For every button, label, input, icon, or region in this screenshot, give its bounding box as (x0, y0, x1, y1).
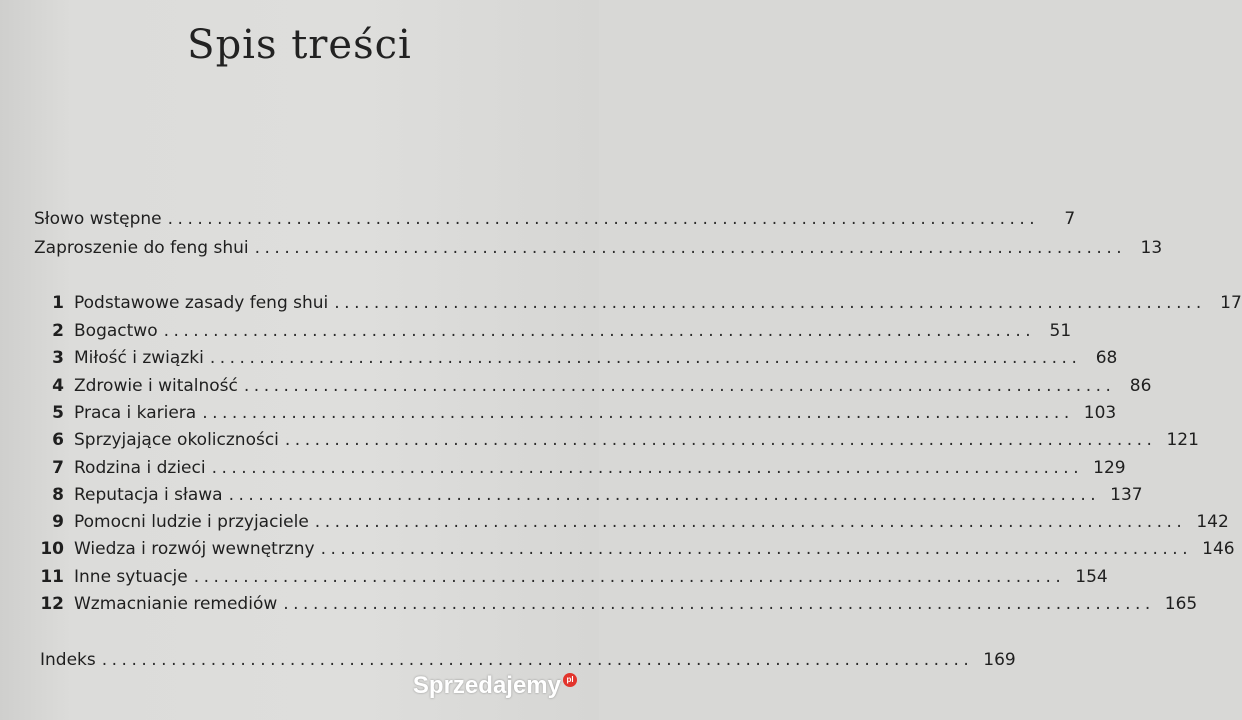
chapter-number: 9 (52, 512, 64, 532)
chapter-page: 154 (1075, 567, 1108, 587)
chapter-title: Bogactwo (74, 321, 158, 341)
chapter-number: 8 (52, 485, 64, 505)
chapter-page: 51 (1049, 321, 1072, 341)
toc-chapter (0, 481, 1143, 509)
dot-leader: ........................................................................................ (314, 512, 1187, 532)
dot-leader: ........................................................................................ (283, 594, 1155, 614)
watermark-dot-icon (563, 673, 577, 687)
chapter-page: 68 (1095, 348, 1118, 368)
dot-leader: ........................................................................................ (193, 567, 1066, 587)
chapter-title: Sprzyjające okoliczności (74, 430, 279, 450)
chapter-number: 10 (40, 539, 64, 559)
chapter-number: 7 (52, 458, 64, 478)
chapter-title: Praca i kariera (74, 403, 197, 423)
watermark-text: Sprzedajemy (412, 672, 561, 699)
toc-entry-label: Słowo wstępne (34, 209, 162, 229)
dot-leader: ........................................................................................ (163, 321, 1036, 341)
chapter-title: Wzmacnianie remediów (74, 594, 278, 614)
chapter-number: 2 (52, 321, 64, 341)
toc-entry-label: Indeks (40, 650, 96, 670)
dot-leader: ........................................................................................ (320, 539, 1193, 559)
toc-chapter (0, 590, 1198, 618)
dot-leader: ........................................................................................ (334, 293, 1206, 313)
toc-chapter (0, 563, 1108, 591)
chapter-title: Podstawowe zasady feng shui (74, 293, 329, 313)
dot-leader: ........................................................................................ (209, 348, 1082, 368)
chapter-number: 1 (52, 293, 64, 313)
toc-chapter (0, 454, 1126, 482)
chapter-page: 103 (1083, 403, 1117, 423)
dot-leader: ........................................................................................ (254, 238, 1127, 258)
chapter-page: 142 (1196, 512, 1229, 532)
toc-entry (0, 234, 1163, 262)
chapter-page: 121 (1166, 430, 1199, 450)
watermark-logo (413, 672, 577, 700)
chapter-title: Miłość i związki (74, 348, 204, 368)
chapter-number: 12 (40, 594, 64, 614)
toc-chapter (0, 535, 1235, 563)
chapter-page: 165 (1164, 594, 1198, 614)
chapter-title: Inne sytuacje (74, 567, 188, 587)
toc-chapter (0, 344, 1118, 372)
chapter-title: Rodzina i dzieci (74, 458, 206, 478)
chapter-page: 86 (1129, 376, 1152, 396)
toc-chapter (0, 399, 1117, 427)
toc-chapter (0, 289, 1242, 317)
toc-chapter (0, 508, 1229, 536)
chapter-page: 17 (1220, 293, 1242, 313)
chapter-page: 129 (1093, 458, 1126, 478)
chapter-title: Wiedza i rozwój wewnętrzny (74, 539, 315, 559)
dot-leader: ........................................................................................ (228, 485, 1101, 505)
chapter-number: 11 (40, 567, 64, 587)
toc-entry-label: Zaproszenie do feng shui (34, 238, 249, 258)
dot-leader: ........................................................................................ (202, 403, 1074, 423)
toc-chapter (0, 317, 1072, 345)
chapter-title: Zdrowie i witalność (74, 376, 238, 396)
dot-leader: ........................................................................................ (284, 430, 1157, 450)
dot-leader: ........................................................................................ (211, 458, 1084, 478)
chapter-page: 137 (1110, 485, 1143, 505)
chapter-title: Reputacja i sława (74, 485, 223, 505)
chapter-number: 6 (52, 430, 64, 450)
chapter-number: 3 (52, 348, 64, 368)
chapter-title: Pomocni ludzie i przyjaciele (74, 512, 309, 532)
toc-chapter (0, 372, 1152, 400)
toc-entry-page: 169 (983, 650, 1016, 670)
toc-entry-page: 13 (1140, 238, 1163, 258)
dot-leader: ........................................................................................ (167, 209, 1040, 229)
page-title: Spis treści (187, 22, 412, 68)
chapter-number: 4 (52, 376, 64, 396)
toc-entry (0, 205, 1076, 233)
toc-entry (0, 646, 1016, 674)
toc-entry-page: 7 (1064, 209, 1076, 229)
chapter-number: 5 (52, 403, 64, 423)
chapter-page: 146 (1202, 539, 1235, 559)
toc-chapter (0, 426, 1199, 454)
watermark-suffix: pl (566, 675, 574, 684)
dot-leader: ........................................................................................ (243, 376, 1116, 396)
dot-leader: ........................................................................................ (101, 650, 974, 670)
